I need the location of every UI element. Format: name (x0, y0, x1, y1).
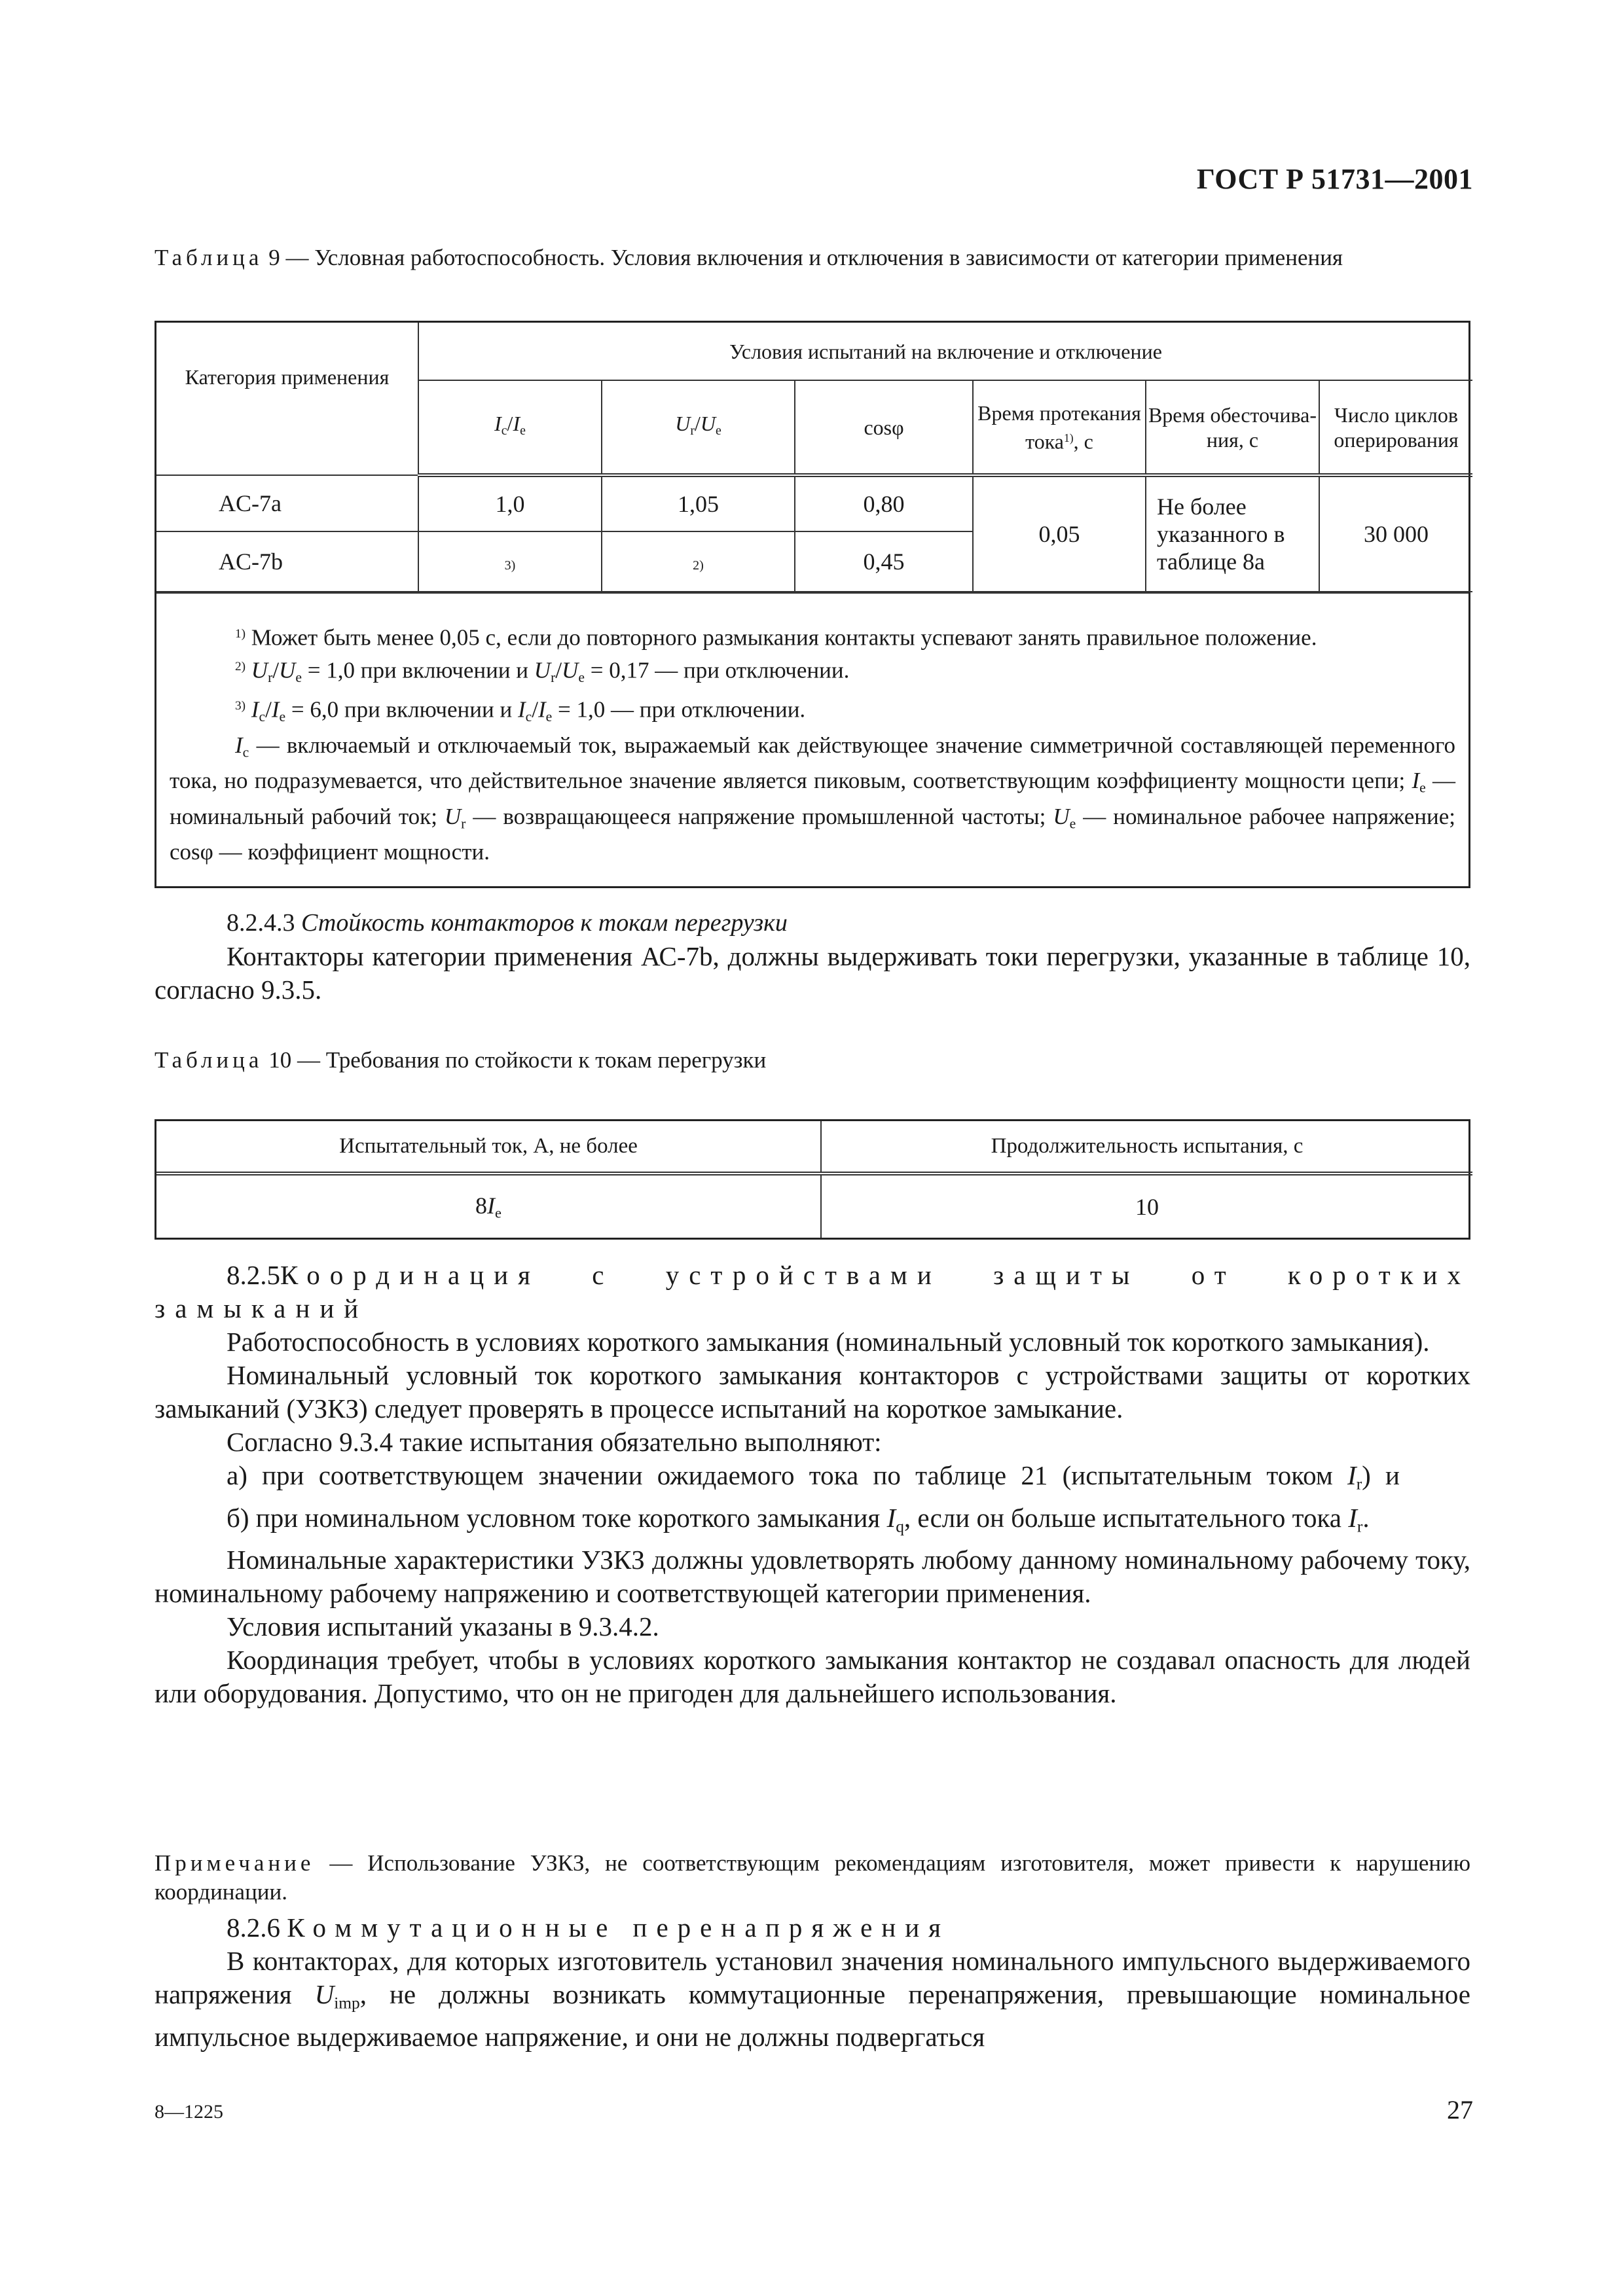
table10-header-duration: Продолжительность испытания, с (821, 1121, 1472, 1174)
table9-caption-label: Таблица (155, 245, 263, 270)
section-8-2-5-note (155, 1849, 1470, 1907)
section-8-2-4-3-heading: 8.2.4.3 Стойкость контакторов к токам перегрузки (227, 909, 788, 937)
table9-header-group: Условия испытаний на включение и отключение (418, 323, 1472, 380)
table9-note-2: $^{2)}$ $U_r/U_e = 1,0$ при включении и $U_r/U_e = 0,17$ — при отключении. (235, 657, 850, 685)
table9-header-ur-ue: $U_r/U_e$ (602, 380, 795, 475)
section-8-2-5-p1: Работоспособность в условиях короткого замыкания (номинальный условный ток короткого замыкания). (227, 1327, 1430, 1357)
table10-caption (155, 1046, 1470, 1074)
table10-cell-current: $8I_e$ (156, 1174, 821, 1238)
table9-cell-ic-ie: 1,0 (418, 475, 602, 531)
section-8-2-6 (155, 1911, 1470, 2054)
table9-cell-cos: 0,45 (795, 531, 973, 592)
table9-caption-text: 9 — Условная работоспособность. Условия включения и отключения в зависимости от категории применения (263, 245, 1343, 270)
table9-header-time-flow: Время протекания тока$^{1)}$, с (973, 380, 1146, 475)
table9-caption (155, 243, 1470, 272)
document-id-header: ГОСТ Р 51731—2001 (1196, 163, 1473, 195)
table10-header-current: Испытательный ток, А, не более (156, 1121, 821, 1174)
note-label: Примечание (155, 1850, 315, 1876)
table9-header-time-off: Время обесточива-ния, с (1146, 380, 1319, 475)
section-8-2-5-p8: Координация требует, чтобы в условиях короткого замыкания контактор не создавал опасность для людей или оборудования. Допустимо, что он не пригоден для дальнейшего использования. (155, 1645, 1470, 1709)
section-8-2-5-p4: а) при соответствующем значении ожидаемого тока по таблице 21 (испытательным током $I_r$) и (227, 1460, 1400, 1494)
table9-cell-time-off: Не более указанного в таблице 8а (1146, 475, 1319, 592)
table9-note-3: $^{3)}$ $I_c/I_e = 6,0$ при включении и $I_c/I_e = 1,0$ — при отключении. (235, 696, 806, 725)
section-8-2-5-p7: Условия испытаний указаны в 9.3.4.2. (227, 1611, 659, 1642)
table9-note-1: $^{1)}$ Может быть менее 0,05 с, если до повторного размыкания контакты успевают занять правильное положение. (235, 624, 1317, 651)
section-8-2-4-3 (155, 906, 1470, 1007)
section-8-2-5-p6: Номинальные характеристики УЗКЗ должны удовлетворять любому данному номинальному рабочему току, номинальному рабочему напряжению и соответствующей категории применения. (155, 1545, 1470, 1609)
table9-cell-time-flow: 0,05 (973, 475, 1146, 592)
table9-cell-cycles: 30 000 (1319, 475, 1472, 592)
section-8-2-4-3-text: Контакторы категории применения АС-7b, должны выдерживать токи перегрузки, указанные в таблице 10, согласно 9.3.5. (155, 941, 1470, 1005)
section-8-2-5-p3: Согласно 9.3.4 такие испытания обязательно выполняют: (227, 1427, 882, 1457)
table10 (155, 1119, 1470, 1240)
table9-cell-cos: 0,80 (795, 475, 973, 531)
table9-header-cycles: Число циклов оперирования (1319, 380, 1472, 475)
page-number: 27 (1447, 2095, 1473, 2125)
table-row (156, 475, 1472, 531)
section-8-2-6-heading: 8.2.6 Коммутационные перенапряжения (227, 1912, 951, 1943)
table9-header-cos: cosφ (795, 380, 973, 475)
section-8-2-6-p1: В контакторах, для которых изготовитель установил значения номинального импульсного выдерживаемого напряжения $U_{imp}$, не должны возникать коммутационные перенапряжения, превышающие номинальное импульсное выдерживаемое напряжение, и они не должны подвергаться (155, 1946, 1470, 2052)
table9-cell-ur-ue: 2) (602, 531, 795, 592)
table9-note-4: $I_c$ — включаемый и отключаемый ток, выражаемый как действующее значение симметричной составляющей переменного тока, но подразумевается, что действительное значение является пиковым, соответствующим коэффициенту мощности цепи; $I_e$ — номинальный рабочий ток; $U_r$ — возвращающееся напряжение промышленной частоты; $U_e$ — номинальное рабочее напряжение; cosφ — коэффициент мощности. (170, 732, 1456, 865)
table10-caption-label: Таблица (155, 1047, 263, 1073)
table10-cell-duration: 10 (821, 1174, 1472, 1238)
table9-header-category: Категория применения (156, 323, 418, 475)
table9-cell-ic-ie: 3) (418, 531, 602, 592)
section-8-2-5-p5: б) при номинальном условном токе короткого замыкания $I_q$, если он больше испытательного тока $I_r$. (227, 1502, 1370, 1536)
note-text: — Использование УЗКЗ, не соответствующим рекомендациям изготовителя, может привести к нарушению координации. (155, 1850, 1470, 1905)
section-8-2-5-p2: Номинальный условный ток короткого замыкания контакторов с устройствами защиты от коротких замыканий (УЗКЗ) следует проверять в процессе испытаний на короткое замыкание. (155, 1360, 1470, 1424)
footer-print-code: 8—1225 (155, 2101, 223, 2123)
table9 (155, 321, 1470, 888)
table9-notes (156, 592, 1468, 886)
table10-caption-text: 10 — Требования по стойкости к токам перегрузки (263, 1047, 767, 1073)
table9-cell-category: AC-7a (156, 475, 418, 531)
table-row (156, 1174, 1472, 1238)
table9-header-ic-ie: $I_c/I_e$ (418, 380, 602, 475)
section-8-2-5-heading: 8.2.5Координация с устройствами защиты от коротких замыканий (155, 1260, 1470, 1323)
table9-cell-ur-ue: 1,05 (602, 475, 795, 531)
table9-cell-category: AC-7b (156, 531, 418, 592)
section-8-2-5 (155, 1259, 1470, 1710)
